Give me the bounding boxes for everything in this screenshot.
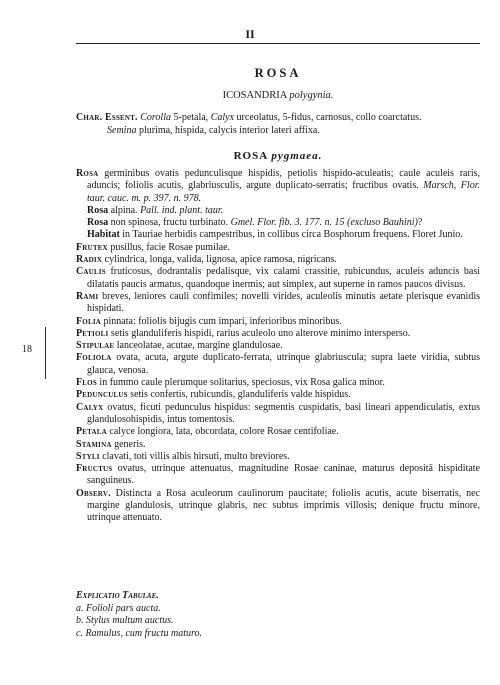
entry-label: Stipulae [76,340,115,352]
entry-text: fruticosus, dodrantalis pedalisque, vix calami crassitie, rubicundus, aculeis aduncis basi dilatatis paucis armatus, quandoque inermis; aut simplex, aut superne in ramos paucos divisus. [87,266,480,290]
plate-item-a: a. Folioli pars aucta. [76,602,161,614]
char-semina: Semina [107,125,137,136]
entry-text: cylindrica, longa, valida, lignosa, apice ramosa, nigricans. [102,254,337,266]
synonym-2-text: non spinosa, fructu turbinato. [108,217,231,229]
entry-label: Folia [76,315,102,327]
entry-petala [76,426,480,438]
entry-text: pinnata: foliolis bijugis cum impari, inferioribus minoribus. [101,315,342,327]
char-text-3: plurima, hispida, calycis interior lateri affixa. [136,125,320,136]
entry-flos [76,377,480,389]
species-genus: ROSA [233,150,268,162]
entry-text: lanceolatae, acutae, margine glandulosae. [114,340,283,352]
entry-label: Fructus [76,463,113,475]
entry-rami [76,291,480,316]
genus-title: ROSA [254,66,302,80]
char-text-1: 5-petala, [170,112,211,123]
synonym-2-label: Rosa [87,217,109,229]
char-text-2: urceolatus, 5-fidus, carnosus, collo coarctatus. [234,112,422,123]
entry-pedunculus [76,389,480,401]
plate-item-c: c. Ramulus, cum fructu maturo. [76,627,203,639]
char-line-2 [76,124,480,137]
plate-explanation-heading: Explicatio Tabulae. [76,590,159,601]
entry-styli [76,451,480,463]
char-line-1 [76,111,480,124]
entry-text: setis glanduliferis hispidi, rarius aculeolo uno alterove minimo intersperso. [108,327,411,339]
entry-text: ovatus, ficuti pedunculus hispidus: segmentis cuspidatis, basi lineari appendiculatis, extus glandulosohispidis, intus tomentosis. [87,401,480,425]
class-name: ICOSANDRIA [222,90,287,101]
entry-text: clavati, toti villis albis hirsuti, multo breviores. [99,450,290,462]
order-name: polygynia. [289,90,334,101]
entry-label: Petala [76,426,107,438]
synonym-2-reference: Gmel. Flor. fib. 3. 177. n. 15 (excluso Bauhini) [230,217,418,229]
entry-calyx [76,402,480,427]
species-epithet: pygmaea. [271,150,323,162]
entry-radix [76,254,480,266]
entry-fructus [76,463,480,488]
entry-label: Pedunculus [76,389,128,401]
synonym-2 [76,217,480,229]
entry-text: ovatus, utrinque attenuatus, magnitudine Rosae caninae, maturus depositā hispiditate sanguineus. [87,463,480,487]
entry-label: Observ. [76,487,111,499]
entry-label: Radix [76,254,103,266]
entry-label: Rami [76,290,99,302]
entry-caulis [76,266,480,291]
habitat-text: in Tauriae herbidis campestribus, in collibus circa Bosphorum frequens. Floret Junio. [119,229,463,241]
essential-character [76,111,480,137]
entry-text: calyce longiora, lata, obcordata, colore Rosae centifoliae. [106,426,339,438]
entry-foliola [76,352,480,377]
entry-text: ovata, acuta, argute duplicato-ferrata, utrinque glabriuscula; supra laete viridia, subtus glauca, venosa. [87,352,480,376]
entry-stipulae [76,340,480,352]
margin-rule [45,327,46,379]
entry-label: Calyx [76,401,104,413]
entry-label: Stamina [76,438,112,450]
plate-item-b: b. Stylus multum auctus. [76,615,174,627]
entry-text: generis. [111,438,146,450]
diagnosis-label: Rosa [76,168,99,179]
entry-frutex [76,242,480,254]
entry-label: Flos [76,377,97,389]
diagnosis-paragraph [76,168,480,205]
plate-explanation [76,590,480,640]
entry-text: pusillus, facie Rosae pumilae. [107,241,231,253]
char-corolla: Corolla [140,112,171,123]
diagnosis-reference: Marsch, Flor. taur. cauc. m. p. 397. n. 978. [87,180,480,204]
diagnosis-text: germinibus ovatis pedunculisque hispidis, petiolis hispido-aculeatis; caule aculeis raris, aduncis; foliolis acutis, glabriusculis, argute duplicato-serratis; fructibus ovatis. [87,168,480,192]
char-calyx: Calyx [210,112,235,123]
synonym-1-reference: Pall. ind. plant. taur. [140,204,224,216]
entry-petioli [76,328,480,340]
synonym-2-query: ? [417,217,423,229]
entry-text: in fummo caule plerumque solitarius, speciosus, vix Rosa galica minor. [96,377,385,389]
entry-label: Styli [76,450,100,462]
synonym-1-label: Rosa [87,204,109,216]
entry-observ [76,488,480,525]
entry-label: Frutex [76,241,108,253]
margin-page-number: 18 [22,344,32,355]
habitat-paragraph [76,229,480,241]
entry-stamina [76,439,480,451]
entry-folia [76,316,480,328]
classification-subtitle [76,90,480,101]
description-body [76,168,480,525]
synonym-1-text: alpina. [108,204,141,216]
habitat-label: Habitat [87,229,120,241]
entry-text: setis confertis, rubicundis, glanduliferis valde hispidus. [127,389,351,401]
entry-text: breves, leniores cauli confimiles; novelli virides, aculeolis minutis aetate plerisque evanidis hispidati. [87,290,480,315]
page-number: II [245,27,255,41]
synonym-1 [76,205,480,217]
species-heading [76,150,480,162]
entry-text: Distincta a Rosa aculeorum caulinorum paucitate; foliolis acutis, acute biserratis, nec margine glandulosis, utrinque glabris, nec subtus imprimis villosis; denique fructu minore, utrinque attenuato. [87,487,480,524]
entry-label: Petioli [76,327,109,339]
entry-label: Caulis [76,266,106,278]
char-label: Char. Essent. [76,112,138,123]
header-rule [76,43,480,44]
entry-label: Foliola [76,352,112,364]
